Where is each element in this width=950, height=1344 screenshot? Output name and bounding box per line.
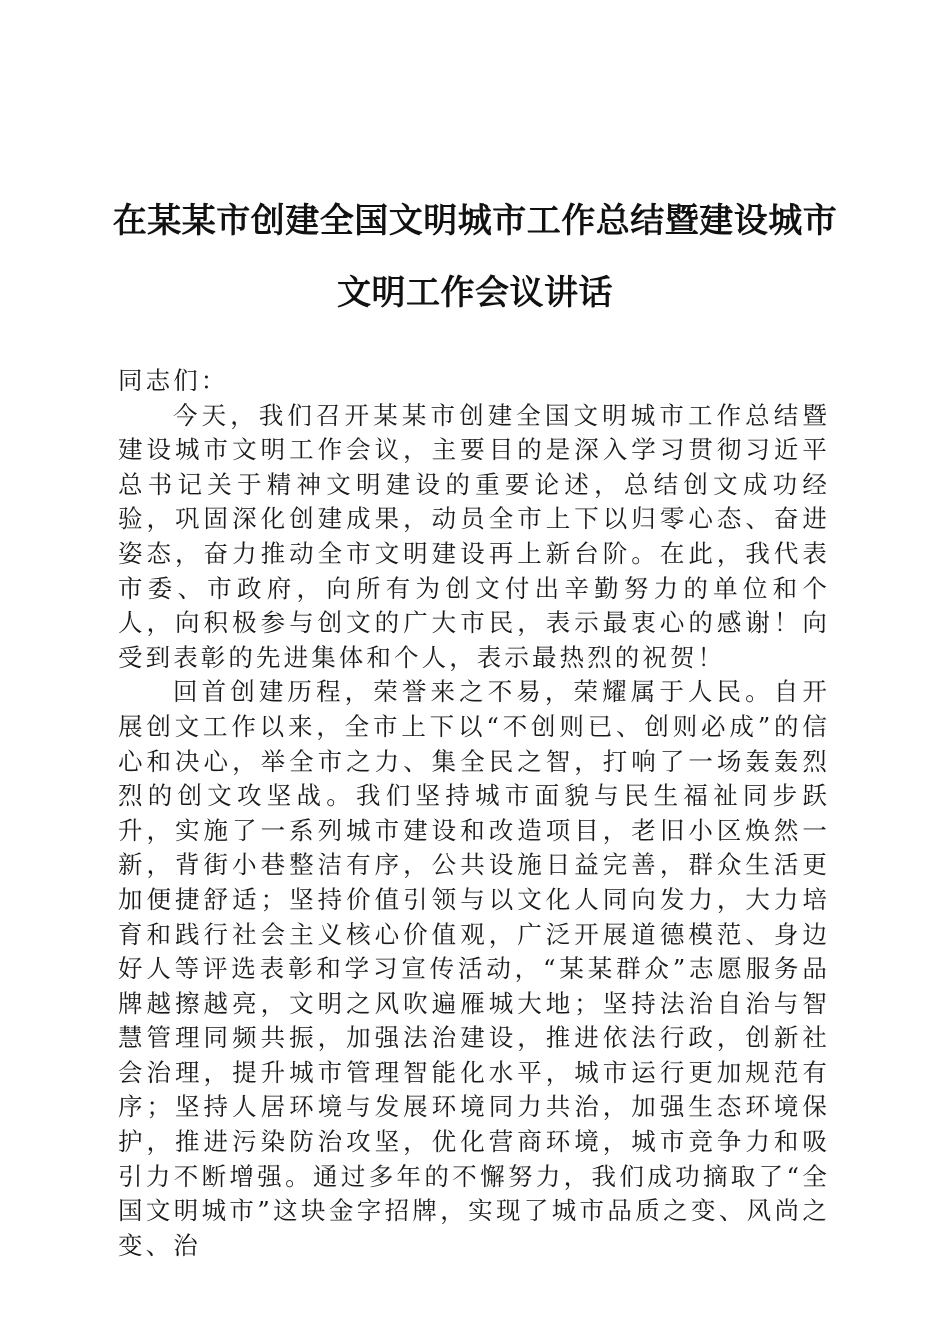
paragraph-opening: 今天，我们召开某某市创建全国文明城市工作总结暨建设城市文明工作会议，主要目的是深入学习贯彻习近平总书记关于精神文明建设的重要论述，总结创文成功经验，巩固深化创建成果，动员全市上下以归零心态、奋进姿态，奋力推动全市文明建设再上新台阶。在此，我代表市委、市政府，向所有为创文付出辛勤努力的单位和个人，向积极参与创文的广大市民，表示最衷心的感谢！向受到表彰的先进集体和个人，表示最热烈的祝贺！ — [118, 400, 830, 672]
document-body — [118, 364, 830, 1263]
document-title: 在某某市创建全国文明城市工作总结暨建设城市文明工作会议讲话 — [112, 201, 838, 313]
paragraph-review: 回首创建历程，荣誉来之不易，荣耀属于人民。自开展创文工作以来，全市上下以“不创则已、创则必成”的信心和决心，举全市之力、集全民之智，打响了一场轰轰烈烈的创文攻坚战。我们坚持城市面貌与民生福祉同步跃升，实施了一系列城市建设和改造项目，老旧小区焕然一新，背街小巷整洁有序，公共设施日益完善，群众生活更加便捷舒适；坚持价值引领与以文化人同向发力，大力培育和践行社会主义核心价值观，广泛开展道德模范、身边好人等评选表彰和学习宣传活动，“某某群众”志愿服务品牌越擦越亮，文明之风吹遍雁城大地；坚持法治自治与智慧管理同频共振，加强法治建设，推进依法行政，创新社会治理，提升城市管理智能化水平，城市运行更加规范有序；坚持人居环境与发展环境同力共治，加强生态环境保护，推进污染防治攻坚，优化营商环境，城市竞争力和吸引力不断增强。通过多年的不懈努力，我们成功摘取了“全国文明城市”这块金字招牌，实现了城市品质之变、风尚之变、治 — [118, 677, 830, 1260]
salutation: 同志们： — [118, 366, 229, 395]
